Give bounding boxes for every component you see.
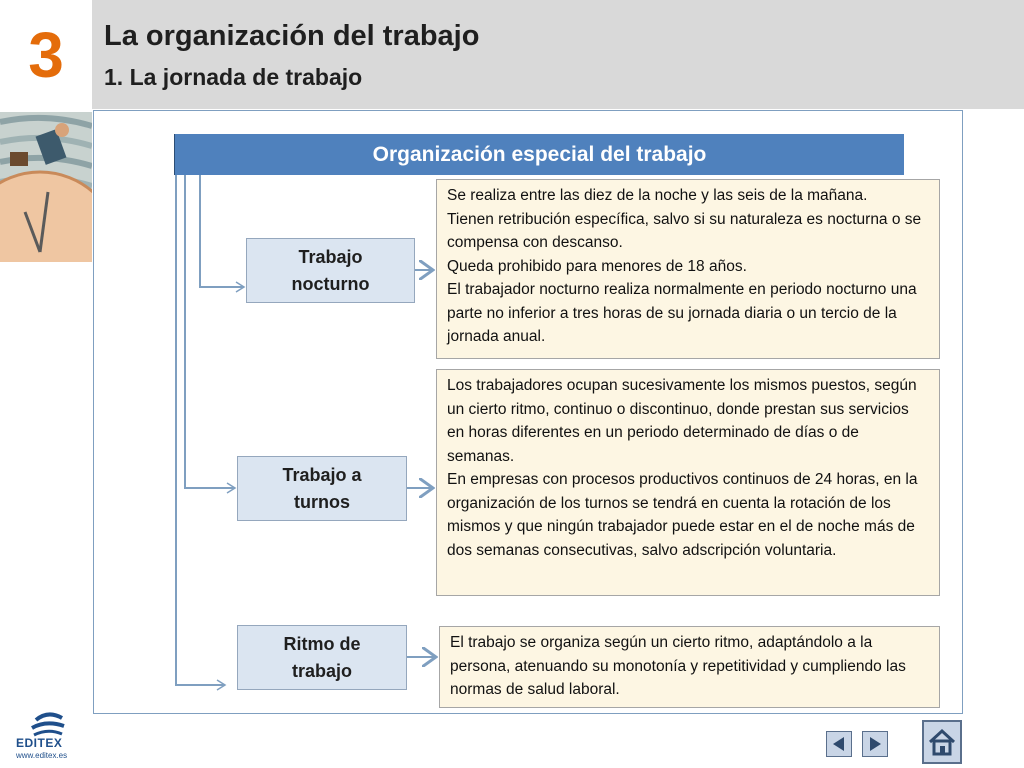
logo-url: www.editex.es [16, 751, 68, 760]
next-button[interactable] [862, 731, 888, 757]
connector-turnos [185, 175, 235, 488]
prev-button[interactable] [826, 731, 852, 757]
logo-text: EDITEX [16, 736, 63, 750]
triangle-right-icon [866, 735, 884, 753]
description-trabajo-nocturno: Se realiza entre las diez de la noche y las seis de la mañana. Tienen retribución específica, salvo si su naturaleza es nocturna o se compensa con descanso. Queda prohibido para menores de 18 años. El trabajador nocturno realiza normalmente en periodo nocturno una parte no inferior a tres horas de su jornada diaria o un tercio de la jornada anual. [436, 179, 940, 359]
category-trabajo-turnos: Trabajo a turnos [237, 456, 407, 521]
home-icon [927, 727, 957, 757]
description-ritmo-trabajo: El trabajo se organiza según un cierto ritmo, adaptándolo a la persona, atenuando su monotonía y repetitividad y cumpliendo las normas de salud laboral. [439, 626, 940, 708]
page-title: La organización del trabajo [104, 20, 480, 52]
triangle-left-icon [830, 735, 848, 753]
home-button[interactable] [922, 720, 962, 764]
category-trabajo-nocturno: Trabajo nocturno [246, 238, 415, 303]
description-trabajo-turnos: Los trabajadores ocupan sucesivamente los mismos puestos, según un cierto ritmo, continuo o discontinuo, donde prestan sus servicios en horas diferentes en un periodo determinado de días o de semanas. En empresas con procesos productivos continuos de 24 horas, en la organización de los turnos se tendrá en cuenta la rotación de los mismos y que ningún trabajador puede estar en el de noche más de dos semanas consecutivas, salvo adscripción voluntaria. [436, 369, 940, 596]
connector-nocturno [200, 175, 244, 287]
page-subtitle: 1. La jornada de trabajo [104, 64, 363, 90]
chapter-number: 3 [28, 18, 64, 91]
category-ritmo-trabajo: Ritmo de trabajo [237, 625, 407, 690]
diagram-heading: Organización especial del trabajo [174, 134, 904, 175]
